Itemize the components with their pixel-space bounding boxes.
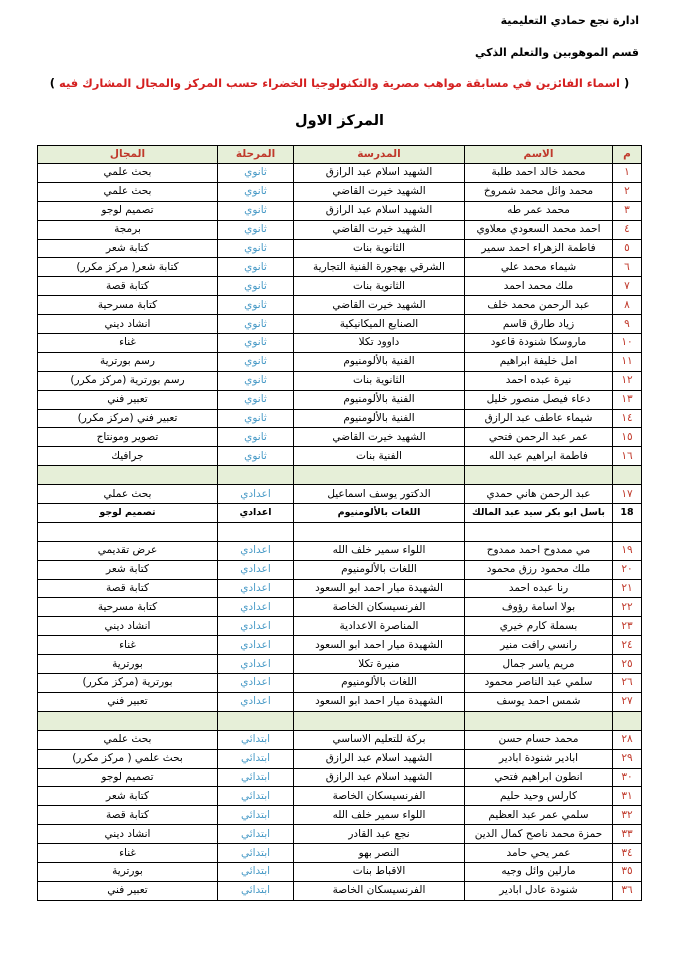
- cell-stage: اعدادي: [218, 655, 294, 674]
- empty-row: [38, 522, 642, 541]
- cell-field: كتابة شعر: [38, 560, 218, 579]
- table-row: [38, 730, 642, 749]
- cell-num: ١٥: [613, 428, 642, 447]
- table-row: [38, 277, 642, 296]
- cell-stage: اعدادي: [218, 692, 294, 711]
- winners-table: [37, 145, 642, 901]
- cell-name: بسملة كارم خيري: [465, 617, 613, 636]
- administration-name: ادارة نجع حمادي التعليمية: [500, 14, 639, 27]
- column-header-school: المدرسة: [294, 146, 465, 164]
- cell-field: غناء: [38, 334, 218, 353]
- separator-cell: [38, 711, 218, 730]
- cell-school: الفرنسيسكان الخاصة: [294, 881, 465, 900]
- cell-stage: اعدادي: [218, 674, 294, 693]
- cell-school: اللغات بالألومنيوم: [294, 674, 465, 693]
- cell-name: امل خليفة ابراهيم: [465, 352, 613, 371]
- cell-num: ٣١: [613, 787, 642, 806]
- table-row: [38, 806, 642, 825]
- cell-num: ٢: [613, 182, 642, 201]
- cell-school: الشهيد خيرت القاضي: [294, 428, 465, 447]
- cell-school: بركة للتعليم الاساسي: [294, 730, 465, 749]
- cell-school: الفرنسيسكان الخاصة: [294, 787, 465, 806]
- cell-name: دعاء فيصل منصور خليل: [465, 390, 613, 409]
- cell-stage: ابتدائي: [218, 844, 294, 863]
- cell-school: داوود تكلا: [294, 334, 465, 353]
- cell-field: انشاد ديني: [38, 825, 218, 844]
- cell-name: سلمي عبد الناصر محمود: [465, 674, 613, 693]
- table-row: [38, 560, 642, 579]
- cell-stage: اعدادي: [218, 560, 294, 579]
- cell-field: بحث علمي: [38, 730, 218, 749]
- table-row: [38, 409, 642, 428]
- cell-name: عبد الرحمن محمد خلف: [465, 296, 613, 315]
- cell-school: الثانوية بنات: [294, 277, 465, 296]
- table-row: [38, 844, 642, 863]
- cell-school: نجع عبد القادر: [294, 825, 465, 844]
- cell-name: مي ممدوح احمد ممدوح: [465, 541, 613, 560]
- cell-stage: ابتدائي: [218, 768, 294, 787]
- cell-field: تصميم لوجو: [38, 504, 218, 523]
- cell-field: تعبير فني: [38, 692, 218, 711]
- cell-num: ٥: [613, 239, 642, 258]
- cell-num: ٢٤: [613, 636, 642, 655]
- cell-school: الشهيد خيرت القاضي: [294, 182, 465, 201]
- cell-school: منيرة تكلا: [294, 655, 465, 674]
- cell-stage: ثانوي: [218, 390, 294, 409]
- cell-name: ملك محمد احمد: [465, 277, 613, 296]
- cell-num: ٣٥: [613, 862, 642, 881]
- cell-name: مريم ياسر جمال: [465, 655, 613, 674]
- cell-num: ٢٠: [613, 560, 642, 579]
- cell-school: الشهيدة ميار احمد ابو السعود: [294, 636, 465, 655]
- cell-num: ٦: [613, 258, 642, 277]
- cell-field: غناء: [38, 844, 218, 863]
- cell-field: تصوير ومونتاج: [38, 428, 218, 447]
- table-row: [38, 787, 642, 806]
- cell-num: ٤: [613, 220, 642, 239]
- department-name: قسم الموهوبين والتعلم الذكي: [474, 46, 639, 59]
- empty-cell: [38, 522, 218, 541]
- cell-num: ٣٠: [613, 768, 642, 787]
- cell-name: عمر يحي حامد: [465, 844, 613, 863]
- table-row: [38, 579, 642, 598]
- cell-name: احمد محمد السعودي معلاوي: [465, 220, 613, 239]
- cell-stage: ابتدائي: [218, 825, 294, 844]
- cell-stage: اعدادي: [218, 598, 294, 617]
- cell-school: اللغات بالألومنيوم: [294, 504, 465, 523]
- table-row: [38, 315, 642, 334]
- cell-stage: ثانوي: [218, 447, 294, 466]
- cell-stage: ثانوي: [218, 220, 294, 239]
- document-title: [0, 76, 679, 90]
- separator-cell: [294, 711, 465, 730]
- cell-stage: اعدادي: [218, 541, 294, 560]
- cell-num: ٢٦: [613, 674, 642, 693]
- table-row: [38, 598, 642, 617]
- cell-name: سلمي عمر عبد العظيم: [465, 806, 613, 825]
- cell-stage: ثانوي: [218, 371, 294, 390]
- cell-name: محمد حسام حسن: [465, 730, 613, 749]
- title-text: اسماء الفائزين في مسابقة مواهب مصرية والتكنولوجيا الخضراء حسب المركز والمجال المشارك فيه: [59, 76, 620, 90]
- cell-num: ٢٧: [613, 692, 642, 711]
- cell-num: ٣٢: [613, 806, 642, 825]
- cell-school: الثانوية بنات: [294, 371, 465, 390]
- cell-num: ٢٣: [613, 617, 642, 636]
- cell-school: الفنية بنات: [294, 447, 465, 466]
- cell-field: انشاد ديني: [38, 617, 218, 636]
- cell-school: اللواء سمير خلف الله: [294, 541, 465, 560]
- cell-field: تعبير فني: [38, 390, 218, 409]
- cell-stage: ابتدائي: [218, 749, 294, 768]
- table-row: [38, 334, 642, 353]
- cell-field: انشاد ديني: [38, 315, 218, 334]
- cell-school: الشهيد اسلام عبد الرازق: [294, 201, 465, 220]
- empty-cell: [218, 522, 294, 541]
- cell-name: رانسي رافت منير: [465, 636, 613, 655]
- cell-stage: اعدادي: [218, 617, 294, 636]
- table-row: [38, 504, 642, 523]
- cell-field: تصميم لوجو: [38, 201, 218, 220]
- cell-field: عرض تقديمي: [38, 541, 218, 560]
- cell-name: فاطمة ابراهيم عبد الله: [465, 447, 613, 466]
- cell-num: ٣٣: [613, 825, 642, 844]
- cell-name: عبد الرحمن هاني حمدي: [465, 485, 613, 504]
- cell-num: 18: [613, 504, 642, 523]
- cell-field: تعبير فني: [38, 881, 218, 900]
- table-row: [38, 881, 642, 900]
- cell-field: كتابة قصة: [38, 579, 218, 598]
- table-row: [38, 239, 642, 258]
- separator-cell: [218, 711, 294, 730]
- cell-num: ٢١: [613, 579, 642, 598]
- cell-stage: اعدادي: [218, 579, 294, 598]
- cell-field: كتابة شعر: [38, 787, 218, 806]
- separator-cell: [465, 711, 613, 730]
- table-row: [38, 258, 642, 277]
- cell-name: زياد طارق قاسم: [465, 315, 613, 334]
- cell-num: ١٤: [613, 409, 642, 428]
- separator-cell: [218, 466, 294, 485]
- cell-school: المناصرة الاعدادية: [294, 617, 465, 636]
- cell-num: ٣٦: [613, 881, 642, 900]
- cell-field: رسم بورترية (مركز مكرر): [38, 371, 218, 390]
- cell-field: كتابة قصة: [38, 806, 218, 825]
- cell-school: الفنية بالألومنيوم: [294, 390, 465, 409]
- cell-field: برمجة: [38, 220, 218, 239]
- cell-school: الفرنسيسكان الخاصة: [294, 598, 465, 617]
- cell-num: ٢٢: [613, 598, 642, 617]
- cell-school: الفنية بالألومنيوم: [294, 352, 465, 371]
- cell-school: الشهيد اسلام عبد الرازق: [294, 768, 465, 787]
- cell-field: كتابة مسرحية: [38, 598, 218, 617]
- cell-school: الفنية بالألومنيوم: [294, 409, 465, 428]
- cell-field: بورترية (مركز مكرر): [38, 674, 218, 693]
- cell-field: رسم بورترية: [38, 352, 218, 371]
- cell-num: ٣: [613, 201, 642, 220]
- table-row: [38, 164, 642, 183]
- table-row: [38, 692, 642, 711]
- cell-school: الصنايع الميكانيكية: [294, 315, 465, 334]
- cell-field: جرافيك: [38, 447, 218, 466]
- table-row: [38, 749, 642, 768]
- cell-stage: اعدادي: [218, 636, 294, 655]
- cell-school: الشهيدة ميار احمد ابو السعود: [294, 579, 465, 598]
- cell-field: غناء: [38, 636, 218, 655]
- cell-field: كتابة شعر: [38, 239, 218, 258]
- separator-cell: [38, 466, 218, 485]
- column-header-num: م: [613, 146, 642, 164]
- cell-school: الثانوية بنات: [294, 239, 465, 258]
- cell-field: تصميم لوجو: [38, 768, 218, 787]
- cell-stage: ابتدائي: [218, 730, 294, 749]
- cell-field: بورترية: [38, 862, 218, 881]
- cell-num: ١٠: [613, 334, 642, 353]
- cell-name: شنودة عادل ابادير: [465, 881, 613, 900]
- table-row: [38, 296, 642, 315]
- cell-school: النصر بهو: [294, 844, 465, 863]
- cell-name: محمد وائل محمد شمروخ: [465, 182, 613, 201]
- cell-stage: ابتدائي: [218, 881, 294, 900]
- table-row: [38, 352, 642, 371]
- cell-num: ١٦: [613, 447, 642, 466]
- cell-name: حمزة محمد ناصح كمال الدين: [465, 825, 613, 844]
- table-row: [38, 674, 642, 693]
- cell-school: الشرقي بهجورة الفنية التجارية: [294, 258, 465, 277]
- cell-num: ٢٨: [613, 730, 642, 749]
- separator-cell: [613, 466, 642, 485]
- cell-school: اللغات بالألومنيوم: [294, 560, 465, 579]
- title-open-paren: (: [623, 76, 630, 90]
- cell-field: بحث عملي: [38, 485, 218, 504]
- cell-name: فاطمة الزهراء احمد سمير: [465, 239, 613, 258]
- separator-cell: [294, 466, 465, 485]
- title-close-paren: ): [49, 76, 55, 90]
- rank-heading: المركز الاول: [294, 113, 385, 129]
- cell-num: ١٩: [613, 541, 642, 560]
- cell-name: محمد عمر طه: [465, 201, 613, 220]
- cell-stage: ثانوي: [218, 239, 294, 258]
- cell-num: ٣٤: [613, 844, 642, 863]
- cell-stage: ابتدائي: [218, 787, 294, 806]
- table-row: [38, 541, 642, 560]
- cell-num: ٧: [613, 277, 642, 296]
- cell-name: نيرة عبده احمد: [465, 371, 613, 390]
- column-header-field: المجال: [38, 146, 218, 164]
- cell-name: ماروسكا شنودة قاعود: [465, 334, 613, 353]
- cell-name: انطون ابراهيم فتحي: [465, 768, 613, 787]
- cell-stage: ثانوي: [218, 352, 294, 371]
- cell-name: شيماء محمد علي: [465, 258, 613, 277]
- cell-school: الاقباط بنات: [294, 862, 465, 881]
- table-row: [38, 768, 642, 787]
- table-row: [38, 371, 642, 390]
- cell-num: ٢٥: [613, 655, 642, 674]
- empty-cell: [613, 522, 642, 541]
- cell-name: بولا اسامة رؤوف: [465, 598, 613, 617]
- cell-name: رنا عبده احمد: [465, 579, 613, 598]
- separator-cell: [613, 711, 642, 730]
- cell-school: الشهيد خيرت القاضي: [294, 296, 465, 315]
- cell-stage: اعدادي: [218, 504, 294, 523]
- separator-cell: [465, 466, 613, 485]
- table-row: [38, 447, 642, 466]
- cell-field: كتابة شعر( مركز مكرر): [38, 258, 218, 277]
- cell-stage: ابتدائي: [218, 862, 294, 881]
- table-row: [38, 428, 642, 447]
- cell-stage: ثانوي: [218, 428, 294, 447]
- empty-cell: [294, 522, 465, 541]
- cell-name: محمد خالد احمد طلبة: [465, 164, 613, 183]
- table-row: [38, 636, 642, 655]
- table-row: [38, 485, 642, 504]
- column-header-name: الاسم: [465, 146, 613, 164]
- cell-stage: ابتدائي: [218, 806, 294, 825]
- cell-num: ٨: [613, 296, 642, 315]
- section-separator-row: [38, 466, 642, 485]
- empty-cell: [465, 522, 613, 541]
- cell-name: شيماء عاطف عبد الرازق: [465, 409, 613, 428]
- cell-num: ١٧: [613, 485, 642, 504]
- cell-field: بحث علمي: [38, 182, 218, 201]
- cell-field: كتابة قصة: [38, 277, 218, 296]
- cell-stage: اعدادي: [218, 485, 294, 504]
- cell-stage: ثانوي: [218, 277, 294, 296]
- cell-school: الدكتور يوسف اسماعيل: [294, 485, 465, 504]
- cell-stage: ثانوي: [218, 182, 294, 201]
- cell-stage: ثانوي: [218, 258, 294, 277]
- section-separator-row: [38, 711, 642, 730]
- cell-num: ١٢: [613, 371, 642, 390]
- cell-school: الشهيد خيرت القاضي: [294, 220, 465, 239]
- table-row: [38, 825, 642, 844]
- cell-stage: ثانوي: [218, 164, 294, 183]
- cell-school: اللواء سمير خلف الله: [294, 806, 465, 825]
- cell-name: ابادير شنودة ابادير: [465, 749, 613, 768]
- table-row: [38, 617, 642, 636]
- cell-num: ١: [613, 164, 642, 183]
- cell-num: ٩: [613, 315, 642, 334]
- cell-field: تعبير فني (مركز مكرر): [38, 409, 218, 428]
- cell-stage: ثانوي: [218, 296, 294, 315]
- cell-name: كارلس وحيد حليم: [465, 787, 613, 806]
- cell-stage: ثانوي: [218, 334, 294, 353]
- table-row: [38, 220, 642, 239]
- table-row: [38, 655, 642, 674]
- cell-name: باسل ابو بكر سيد عبد المالك: [465, 504, 613, 523]
- cell-stage: ثانوي: [218, 315, 294, 334]
- table-row: [38, 182, 642, 201]
- table-header-row: [38, 146, 642, 164]
- table-row: [38, 862, 642, 881]
- column-header-stage: المرحلة: [218, 146, 294, 164]
- cell-field: بحث علمي: [38, 164, 218, 183]
- cell-field: بورترية: [38, 655, 218, 674]
- table-row: [38, 390, 642, 409]
- cell-name: مارلين وائل وجيه: [465, 862, 613, 881]
- cell-stage: ثانوي: [218, 409, 294, 428]
- cell-school: الشهيدة ميار احمد ابو السعود: [294, 692, 465, 711]
- cell-num: ٢٩: [613, 749, 642, 768]
- cell-name: شمس احمد يوسف: [465, 692, 613, 711]
- cell-name: عمر عبد الرحمن فتحي: [465, 428, 613, 447]
- table-row: [38, 201, 642, 220]
- cell-field: كتابة مسرحية: [38, 296, 218, 315]
- cell-num: ١٣: [613, 390, 642, 409]
- cell-school: الشهيد اسلام عبد الرازق: [294, 749, 465, 768]
- cell-name: ملك محمود رزق محمود: [465, 560, 613, 579]
- cell-field: بحث علمي ( مركز مكرر): [38, 749, 218, 768]
- cell-stage: ثانوي: [218, 201, 294, 220]
- table-body: [38, 164, 642, 901]
- cell-school: الشهيد اسلام عبد الرازق: [294, 164, 465, 183]
- cell-num: ١١: [613, 352, 642, 371]
